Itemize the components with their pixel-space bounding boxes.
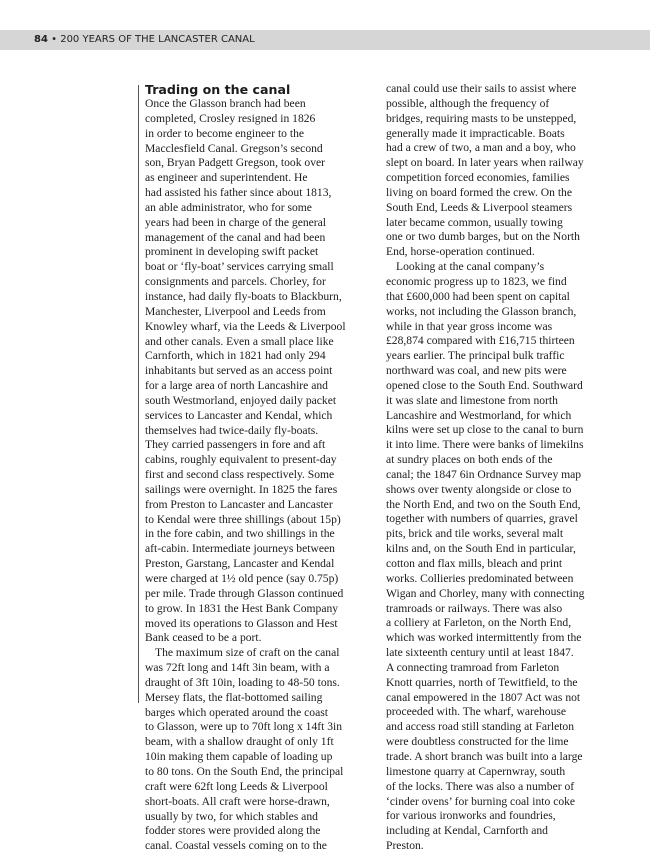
- text-line: son, Bryan Padgett Gregson, took over: [145, 156, 325, 170]
- left-column: [145, 82, 377, 854]
- text-line: later became common, usually towing: [386, 215, 563, 229]
- text-line: inhabitants but served as an access point: [145, 364, 333, 378]
- text-line: management of the canal and had been: [145, 230, 326, 244]
- text-line: as engineer and superintendent. He: [145, 171, 308, 185]
- text-line: kilns were set up close to the canal to burn: [386, 423, 584, 437]
- text-line: late sixteenth century until at least 1847.: [386, 646, 574, 660]
- text-line: to Kendal were three shillings (about 15p): [145, 512, 341, 526]
- text-line: to 80 tons. On the South End, the principal: [145, 764, 344, 778]
- text-line: an able administrator, who for some: [145, 200, 312, 214]
- page-number: 84: [34, 34, 48, 45]
- text-line: Looking at the canal company’s: [396, 260, 545, 274]
- text-line: completed, Crosley resigned in 1826: [145, 111, 316, 125]
- text-line: instance, had daily fly-boats to Blackburn,: [145, 289, 342, 303]
- text-line: Macclesfield Canal. Gregson’s second: [145, 141, 323, 155]
- text-line: moved its operations to Glasson and Hest: [145, 616, 338, 630]
- text-line: Lancashire and Westmorland, for which: [386, 408, 572, 422]
- text-line: for various ironworks and foundries,: [386, 809, 556, 823]
- text-line: themselves had twice-daily fly-boats.: [145, 423, 319, 437]
- text-line: bridges, requiring masts to be unstepped,: [386, 111, 577, 125]
- text-line: aft-cabin. Intermediate journeys between: [145, 542, 335, 556]
- text-line: south Westmorland, enjoyed daily packet: [145, 393, 337, 407]
- text-line: together with numbers of quarries, gravel: [386, 512, 578, 526]
- text-line: pits, brick and tile works, several malt: [386, 527, 564, 541]
- text-line: and other canals. Even a small place like: [145, 334, 334, 348]
- text-line: Mersey flats, the flat-bottomed sailing: [145, 690, 323, 704]
- text-line: from Preston to Lancaster and Lancaster: [145, 497, 333, 511]
- right-column: [386, 82, 618, 854]
- text-line: had a crew of two, a man and a boy, who: [386, 141, 576, 155]
- text-line: in the fore cabin, and two shillings in the: [145, 527, 335, 541]
- text-line: living on board formed the crew. On the: [386, 185, 572, 199]
- text-line: at sundry places on both ends of the: [386, 453, 553, 467]
- text-line: A connecting tramroad from Farleton: [386, 660, 560, 674]
- text-line: Bank ceased to be a port.: [145, 631, 262, 645]
- text-line: per mile. Trade through Glasson continued: [145, 586, 344, 600]
- text-line: it was slate and limestone from north: [386, 393, 558, 407]
- text-line: barges which operated around the coast: [145, 705, 328, 719]
- text-line: kilns and, on the South End in particular,: [386, 542, 576, 556]
- text-line: canal could use their sails to assist where: [386, 82, 577, 95]
- text-line: in order to become engineer to the: [145, 126, 305, 140]
- text-line: which was worked intermittently from the: [386, 631, 582, 645]
- text-line: the North End, and two on the South End,: [386, 497, 581, 511]
- text-line: for a large area of north Lancashire and: [145, 379, 328, 393]
- text-line: to grow. In 1831 the Hest Bank Company: [145, 601, 339, 615]
- text-line: canal empowered in the 1807 Act was not: [386, 690, 581, 704]
- text-line: works, not including the Glasson branch,: [386, 304, 577, 318]
- text-line: proceeded with. The wharf, warehouse: [386, 705, 567, 719]
- text-line: Preston, Garstang, Lancaster and Kendal: [145, 557, 335, 571]
- text-line: Knowley wharf, via the Leeds & Liverpool: [145, 319, 346, 333]
- text-line: Manchester, Liverpool and Leeds from: [145, 304, 326, 318]
- book-title: 200 YEARS OF THE LANCASTER CANAL: [60, 34, 255, 45]
- text-line: canal. Coastal vessels coming on to the: [145, 839, 327, 853]
- text-line: were charged at 1½ old pence (say 0.75p): [145, 572, 339, 585]
- text-line: years earlier. The principal bulk traffic: [386, 349, 565, 363]
- text-line: consignments and parcels. Chorley, for: [145, 275, 326, 289]
- text-line: cabins, roughly equivalent to present-day: [145, 453, 337, 467]
- margin-rule: [138, 85, 139, 703]
- text-line: works. Collieries predominated between: [386, 571, 574, 585]
- text-line: had assisted his father since about 1813,: [145, 186, 332, 200]
- text-line: South End, Leeds & Liverpool steamers: [386, 200, 573, 214]
- text-line: Preston.: [386, 839, 424, 853]
- text-line: canal; the 1847 6in Ordnance Survey map: [386, 467, 582, 481]
- text-line: draught of 3ft 10in, loading to 48-50 tons.: [145, 675, 340, 689]
- text-line: ‘cinder ovens’ for burning coal into coke: [386, 794, 576, 808]
- text-line: fodder stores were provided along the: [145, 824, 321, 838]
- text-line: of the locks. There was also a number of: [386, 779, 575, 793]
- text-line: short-boats. All craft were horse-drawn,: [145, 794, 330, 808]
- text-line: Carnforth, which in 1821 had only 294: [145, 349, 326, 363]
- text-line: it into lime. There were banks of limekilns: [386, 438, 584, 452]
- text-line: Once the Glasson branch had been: [145, 97, 306, 110]
- text-line: usually by two, for which stables and: [145, 809, 318, 823]
- text-line: generally made it impracticable. Boats: [386, 126, 565, 140]
- text-line: 10in making them capable of loading up: [145, 750, 333, 764]
- text-line: possible, although the frequency of: [386, 96, 550, 110]
- text-line: Wigan and Chorley, many with connecting: [386, 586, 585, 600]
- text-line: End, horse-operation continued.: [386, 245, 535, 259]
- text-line: boat or ‘fly-boat’ services carrying small: [145, 260, 334, 274]
- text-line: Knott quarries, north of Tewitfield, to the: [386, 675, 578, 689]
- running-head: [0, 30, 650, 50]
- text-line: one or two dumb barges, but on the North: [386, 230, 580, 244]
- text-line: services to Lancaster and Kendal, which: [145, 408, 333, 422]
- section-heading: Trading on the canal: [145, 82, 291, 97]
- text-line: was 72ft long and 14ft 3in beam, with a: [145, 661, 330, 675]
- text-line: first and second class respectively. Some: [145, 468, 335, 482]
- text-line: to Glasson, were up to 70ft long x 14ft 3in: [145, 720, 343, 734]
- text-line: competition forced economies, families: [386, 171, 570, 185]
- text-line: that £600,000 had been spent on capital: [386, 289, 570, 303]
- text-line: sailings were overnight. In 1825 the fares: [145, 482, 338, 496]
- text-line: craft were 62ft long Leeds & Liverpool: [145, 779, 328, 793]
- text-line: cotton and flax mills, bleach and print: [386, 557, 563, 570]
- text-line: slept on board. In later years when railway: [386, 156, 584, 170]
- text-line: £28,874 compared with £16,715 thirteen: [386, 334, 575, 348]
- text-line: while in that year gross income was: [386, 319, 553, 333]
- text-line: The maximum size of craft on the canal: [155, 646, 340, 660]
- text-line: a colliery at Farleton, on the North End,: [386, 616, 572, 630]
- text-line: and access road still standing at Farleton: [386, 720, 575, 734]
- text-line: trade. A short branch was built into a large: [386, 749, 583, 763]
- text-line: tramroads or railways. There was also: [386, 601, 563, 615]
- text-line: opened close to the South End. Southward: [386, 378, 583, 392]
- text-line: years had been in charge of the general: [145, 215, 327, 229]
- text-line: northward was coal, and new pits were: [386, 364, 567, 378]
- text-line: were doubtless constructed for the lime: [386, 735, 569, 749]
- text-line: including at Kendal, Carnforth and: [386, 824, 548, 838]
- text-line: economic progress up to 1823, we find: [386, 274, 567, 288]
- text-line: limestone quarry at Capernwray, south: [386, 764, 566, 778]
- bullet-separator: •: [51, 34, 58, 45]
- text-line: beam, with a shallow draught of only 1ft: [145, 735, 334, 749]
- text-line: shows over twenty alongside or close to: [386, 482, 572, 496]
- text-line: prominent in developing swift packet: [145, 245, 319, 259]
- text-line: They carried passengers in fore and aft: [145, 438, 326, 452]
